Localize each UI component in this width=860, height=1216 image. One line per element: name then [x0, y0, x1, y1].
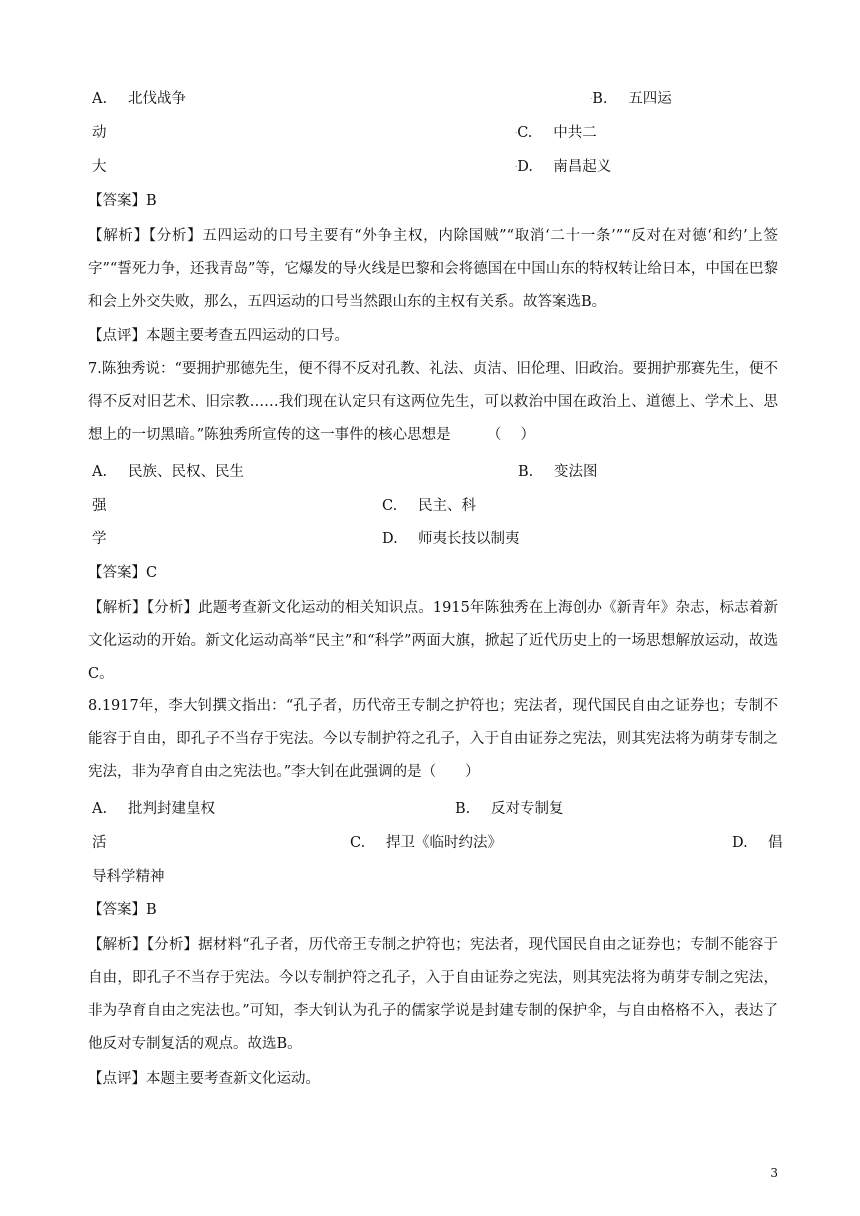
q6-option-b-continued: 动 [92, 125, 107, 141]
q7-option-c [382, 496, 476, 516]
q7-option-d-letter: D. [382, 531, 398, 547]
q6-option-c-continued: 大 [92, 159, 107, 175]
q6-option-a [92, 89, 186, 109]
q7-analysis: 【解析】【分析】此题考查新文化运动的相关知识点。1915年陈独秀在上海创办《新青年》杂志，标志着新文化运动的开始。新文化运动高举“民主”和“科学”两面大旗，掀起了近代历史上的一场思想解放运动，故选C。 [88, 600, 778, 682]
q6-option-a-letter: A. [92, 91, 108, 107]
q7-option-c-letter: C. [382, 498, 398, 514]
q6-option-b: ·B. 五四运 [590, 91, 672, 107]
q7-option-d-text: 师夷长技以制夷 [418, 531, 520, 547]
q8-answer: 【答案】B [88, 902, 157, 918]
q8-stem: 8.1917年，李大钊撰文指出：“孔子者，历代帝王专制之护符也；宪法者，现代国民自由之证券也；专制不能容于自由，即孔子不当存于宪法。今以专制护符之孔子，入于自由证券之宪法，则其宪法将为萌芽专制之宪法，非为孕育自由之宪法也。”李大钊在此强调的是（ ） [88, 698, 778, 780]
q8-option-d [732, 833, 783, 853]
q7-option-c-text: 民主、科 [418, 498, 476, 514]
q6-option-b-letter: B. [592, 91, 608, 107]
q8-option-a-text: 批判封建皇权 [128, 801, 215, 817]
q6-answer: 【答案】B [88, 193, 157, 209]
q8-option-c-letter: C. [350, 835, 366, 851]
q6-option-a-text: 北伐战争 [128, 91, 186, 107]
q6-option-d-letter: D. [517, 159, 533, 175]
q7-option-d [382, 529, 520, 549]
q8-option-b [455, 799, 564, 819]
q7-option-b [518, 462, 598, 482]
q6-option-c: ·C. 中共二 [515, 125, 597, 141]
q7-option-c-continued: 学 [92, 531, 107, 547]
q8-option-a [92, 799, 215, 819]
q8-option-d-letter: D. [732, 835, 748, 851]
q6-option-d: ·D. 南昌起义 [515, 159, 612, 175]
q7-stem: 7.陈独秀说：“要拥护那德先生，便不得不反对孔教、礼法、贞洁、旧伦理、旧政治。要拥护那赛先生，便不得不反对旧艺术、旧宗教……我们现在认定只有这两位先生，可以救治中国在政治上、道德上、学术上、思想上的一切黑暗。”陈独秀所宣传的这一事件的核心思想是 （ ） [88, 361, 778, 443]
q8-option-d-continued: 导科学精神 [92, 869, 165, 885]
q7-option-a-text: 民族、民权、民生 [128, 464, 244, 480]
q8-option-b-continued: 活 [92, 835, 107, 851]
q8-analysis: 【解析】【分析】据材料“孔子者，历代帝王专制之护符也；宪法者，现代国民自由之证券也；专制不能容于自由，即孔子不当存于宪法。今以专制护符之孔子，入于自由证券之宪法，则其宪法将为萌芽专制之宪法，非为孕育自由之宪法也。”可知，李大钊认为孔子的儒家学说是封建专制的保护伞，与自由格格不入，表达了他反对专制复活的观点。故选B。 [88, 937, 778, 1052]
q7-option-b-continued: 强 [92, 498, 107, 514]
q8-option-c-text: 捍卫《临时约法》 [386, 835, 502, 851]
q6-option-b-text: 五四运 [628, 91, 672, 107]
q8-option-c [350, 833, 502, 853]
q6-analysis: 【解析】【分析】五四运动的口号主要有“外争主权，内除国贼”“取消‘二十一条’”“反对在对德‘和约’上签字”“誓死力争，还我青岛”等，它爆发的导火线是巴黎和会将德国在中国山东的特权转让给日本，中国在巴黎和会上外交失败，那么，五四运动的口号当然跟山东的主权有关系。故答案选B。 [88, 228, 778, 310]
q8-option-b-text: 反对专制复 [491, 801, 564, 817]
q7-option-b-letter: B. [518, 464, 534, 480]
q7-answer: 【答案】C [88, 565, 158, 581]
page-number: 3 [770, 1166, 778, 1180]
q8-comment: 【点评】本题主要考查新文化运动。 [88, 1071, 320, 1087]
q6-option-d-text: 南昌起义 [553, 159, 612, 175]
q8-option-d-text: 倡 [768, 835, 783, 851]
q7-option-a [92, 462, 244, 482]
q8-option-a-letter: A. [92, 801, 108, 817]
q8-option-b-letter: B. [455, 801, 471, 817]
q6-comment: 【点评】本题主要考查五四运动的口号。 [88, 328, 349, 344]
q7-option-a-letter: A. [92, 464, 108, 480]
q6-option-c-letter: C. [517, 125, 533, 141]
q6-option-c-text: 中共二 [553, 125, 597, 141]
q7-option-b-text: 变法图 [554, 464, 598, 480]
